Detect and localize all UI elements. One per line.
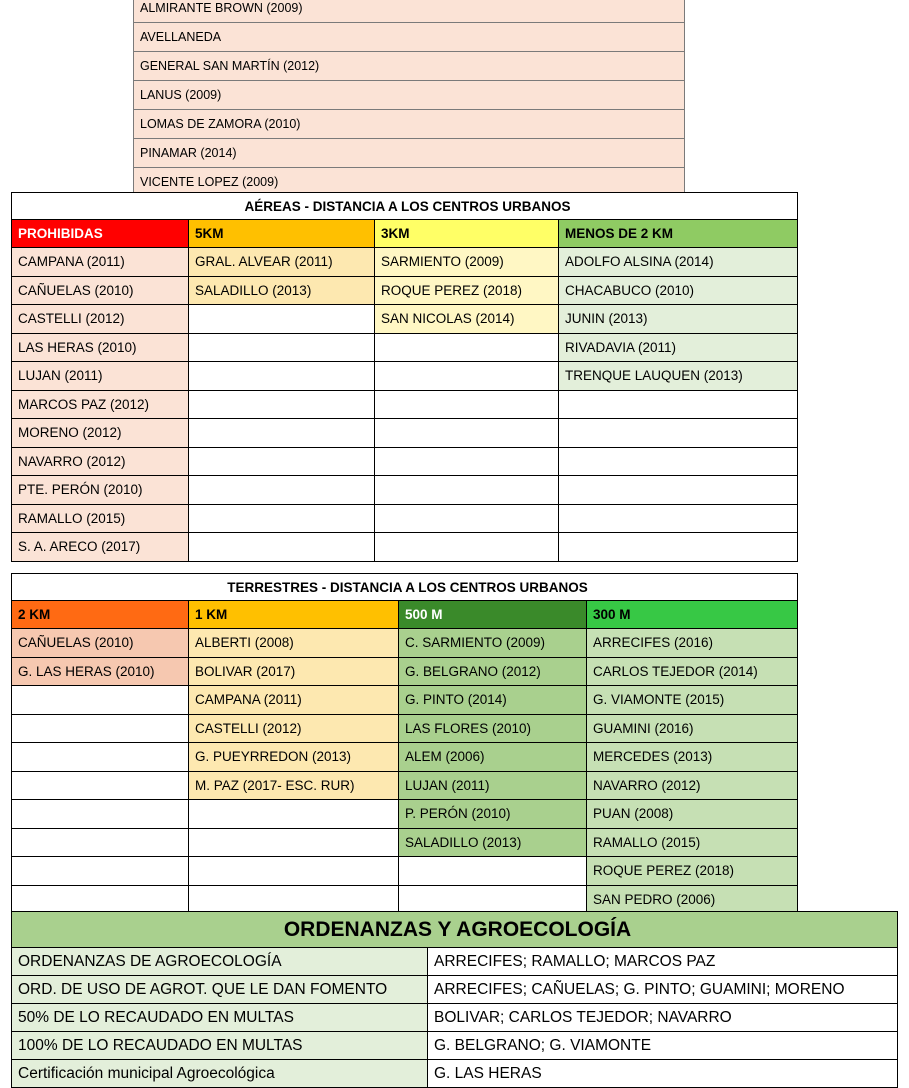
terrestres-cell: ROQUE PEREZ (2018) bbox=[587, 857, 798, 886]
terrestres-cell bbox=[189, 828, 399, 857]
top-list-item: ALMIRANTE BROWN (2009) bbox=[134, 0, 685, 23]
terrestres-cell: G. PUEYRREDON (2013) bbox=[189, 743, 399, 772]
aereas-column-header: 3KM bbox=[375, 220, 559, 248]
terrestres-table bbox=[11, 573, 798, 914]
top-list-row bbox=[134, 0, 685, 23]
table-row bbox=[12, 476, 798, 505]
terrestres-cell bbox=[189, 800, 399, 829]
aereas-cell bbox=[375, 333, 559, 362]
terrestres-cell bbox=[12, 714, 189, 743]
aereas-cell bbox=[375, 533, 559, 562]
terrestres-cell: LAS FLORES (2010) bbox=[399, 714, 587, 743]
agro-label: 100% DE LO RECAUDADO EN MULTAS bbox=[12, 1032, 428, 1060]
top-list-table bbox=[133, 0, 685, 197]
aereas-cell bbox=[189, 476, 375, 505]
aereas-cell: S. A. ARECO (2017) bbox=[12, 533, 189, 562]
distance-table bbox=[11, 192, 798, 562]
aereas-cell: CASTELLI (2012) bbox=[12, 305, 189, 334]
aereas-cell bbox=[559, 390, 798, 419]
terrestres-cell: CASTELLI (2012) bbox=[189, 714, 399, 743]
aereas-cell: TRENQUE LAUQUEN (2013) bbox=[559, 362, 798, 391]
aereas-cell: PTE. PERÓN (2010) bbox=[12, 476, 189, 505]
terrestres-column-header: 500 M bbox=[399, 601, 587, 629]
terrestres-title-row bbox=[12, 574, 798, 601]
aereas-cell bbox=[559, 419, 798, 448]
table-row bbox=[12, 771, 798, 800]
table-row bbox=[12, 657, 798, 686]
terrestres-cell: LUJAN (2011) bbox=[399, 771, 587, 800]
aereas-cell: CAMPANA (2011) bbox=[12, 248, 189, 277]
terrestres-cell: CAÑUELAS (2010) bbox=[12, 629, 189, 658]
agro-label: ORDENANZAS DE AGROECOLOGÍA bbox=[12, 948, 428, 976]
terrestres-column-header: 1 KM bbox=[189, 601, 399, 629]
table-row bbox=[12, 629, 798, 658]
terrestres-cell: G. PINTO (2014) bbox=[399, 686, 587, 715]
table-row bbox=[12, 714, 798, 743]
terrestres-cell: G. LAS HERAS (2010) bbox=[12, 657, 189, 686]
terrestres-column-header: 300 M bbox=[587, 601, 798, 629]
top-list-row bbox=[134, 139, 685, 168]
table-row bbox=[12, 1060, 898, 1088]
table-row bbox=[12, 885, 798, 914]
table-row bbox=[12, 857, 798, 886]
agro-value: G. BELGRANO; G. VIAMONTE bbox=[428, 1032, 898, 1060]
terrestres-cell: BOLIVAR (2017) bbox=[189, 657, 399, 686]
aereas-column-header: 5KM bbox=[189, 220, 375, 248]
table-row bbox=[12, 976, 898, 1004]
aereas-cell bbox=[559, 533, 798, 562]
agro-block bbox=[11, 911, 898, 1088]
terrestres-cell: P. PERÓN (2010) bbox=[399, 800, 587, 829]
aereas-column-header: MENOS DE 2 KM bbox=[559, 220, 798, 248]
aereas-cell bbox=[189, 390, 375, 419]
top-list-item: VICENTE LOPEZ (2009) bbox=[134, 168, 685, 197]
table-row bbox=[12, 362, 798, 391]
agro-label: 50% DE LO RECAUDADO EN MULTAS bbox=[12, 1004, 428, 1032]
terrestres-cell: G. VIAMONTE (2015) bbox=[587, 686, 798, 715]
terrestres-cell bbox=[12, 885, 189, 914]
terrestres-cell bbox=[189, 885, 399, 914]
table-row bbox=[12, 447, 798, 476]
terrestres-cell bbox=[189, 857, 399, 886]
top-list-item: AVELLANEDA bbox=[134, 23, 685, 52]
top-list-item: LOMAS DE ZAMORA (2010) bbox=[134, 110, 685, 139]
aereas-cell: RIVADAVIA (2011) bbox=[559, 333, 798, 362]
aereas-cell: JUNIN (2013) bbox=[559, 305, 798, 334]
table-row bbox=[12, 333, 798, 362]
terrestres-cell: MERCEDES (2013) bbox=[587, 743, 798, 772]
terrestres-cell bbox=[12, 857, 189, 886]
agro-label: Certificación municipal Agroecológica bbox=[12, 1060, 428, 1088]
table-row bbox=[12, 1032, 898, 1060]
aereas-cell bbox=[375, 390, 559, 419]
top-list-row bbox=[134, 110, 685, 139]
aereas-column-header: PROHIBIDAS bbox=[12, 220, 189, 248]
aereas-cell bbox=[559, 504, 798, 533]
table-row bbox=[12, 248, 798, 277]
terrestres-cell bbox=[12, 771, 189, 800]
aereas-cell: ADOLFO ALSINA (2014) bbox=[559, 248, 798, 277]
aereas-cell: NAVARRO (2012) bbox=[12, 447, 189, 476]
table-row bbox=[12, 533, 798, 562]
aereas-cell bbox=[559, 476, 798, 505]
aereas-cell bbox=[189, 504, 375, 533]
aereas-cell bbox=[189, 362, 375, 391]
table-row bbox=[12, 276, 798, 305]
terrestres-cell bbox=[399, 857, 587, 886]
distance-tables-block bbox=[11, 192, 798, 562]
agro-table bbox=[11, 911, 898, 1088]
aereas-cell: LUJAN (2011) bbox=[12, 362, 189, 391]
top-list-item: GENERAL SAN MARTÍN (2012) bbox=[134, 52, 685, 81]
terrestres-block bbox=[11, 573, 798, 914]
agro-value: ARRECIFES; RAMALLO; MARCOS PAZ bbox=[428, 948, 898, 976]
aereas-cell: CHACABUCO (2010) bbox=[559, 276, 798, 305]
terrestres-cell: ARRECIFES (2016) bbox=[587, 629, 798, 658]
aereas-cell bbox=[375, 419, 559, 448]
terrestres-cell bbox=[399, 885, 587, 914]
terrestres-cell: ALEM (2006) bbox=[399, 743, 587, 772]
agro-title: ORDENANZAS Y AGROECOLOGÍA bbox=[12, 912, 898, 948]
aereas-cell: MARCOS PAZ (2012) bbox=[12, 390, 189, 419]
terrestres-cell: M. PAZ (2017- ESC. RUR) bbox=[189, 771, 399, 800]
aereas-cell: SAN NICOLAS (2014) bbox=[375, 305, 559, 334]
terrestres-cell bbox=[12, 686, 189, 715]
terrestres-cell: GUAMINI (2016) bbox=[587, 714, 798, 743]
table-row bbox=[12, 828, 798, 857]
terrestres-cell: C. SARMIENTO (2009) bbox=[399, 629, 587, 658]
table-row bbox=[12, 800, 798, 829]
aereas-title: AÉREAS - DISTANCIA A LOS CENTROS URBANOS bbox=[12, 193, 798, 220]
aereas-cell: CAÑUELAS (2010) bbox=[12, 276, 189, 305]
terrestres-cell: RAMALLO (2015) bbox=[587, 828, 798, 857]
top-list-item: PINAMAR (2014) bbox=[134, 139, 685, 168]
aereas-cell bbox=[375, 476, 559, 505]
aereas-cell bbox=[375, 362, 559, 391]
aereas-title-row bbox=[12, 193, 798, 220]
table-row bbox=[12, 948, 898, 976]
aereas-cell: SALADILLO (2013) bbox=[189, 276, 375, 305]
table-row bbox=[12, 390, 798, 419]
top-list-block bbox=[133, 0, 685, 197]
table-row bbox=[12, 1004, 898, 1032]
table-row bbox=[12, 419, 798, 448]
terrestres-cell: ALBERTI (2008) bbox=[189, 629, 399, 658]
table-row bbox=[12, 743, 798, 772]
agro-value: G. LAS HERAS bbox=[428, 1060, 898, 1088]
aereas-cell: MORENO (2012) bbox=[12, 419, 189, 448]
aereas-cell: RAMALLO (2015) bbox=[12, 504, 189, 533]
terrestres-cell: NAVARRO (2012) bbox=[587, 771, 798, 800]
aereas-cell bbox=[189, 533, 375, 562]
terrestres-cell bbox=[12, 828, 189, 857]
terrestres-cell: PUAN (2008) bbox=[587, 800, 798, 829]
terrestres-cell bbox=[12, 743, 189, 772]
terrestres-column-header: 2 KM bbox=[12, 601, 189, 629]
aereas-cell: GRAL. ALVEAR (2011) bbox=[189, 248, 375, 277]
agro-value: BOLIVAR; CARLOS TEJEDOR; NAVARRO bbox=[428, 1004, 898, 1032]
terrestres-cell: SAN PEDRO (2006) bbox=[587, 885, 798, 914]
aereas-cell bbox=[375, 447, 559, 476]
top-list-row bbox=[134, 23, 685, 52]
terrestres-cell: CARLOS TEJEDOR (2014) bbox=[587, 657, 798, 686]
top-list-row bbox=[134, 81, 685, 110]
aereas-cell bbox=[559, 447, 798, 476]
terrestres-cell: SALADILLO (2013) bbox=[399, 828, 587, 857]
aereas-cell: ROQUE PEREZ (2018) bbox=[375, 276, 559, 305]
terrestres-header-row bbox=[12, 601, 798, 629]
aereas-cell bbox=[189, 419, 375, 448]
aereas-cell bbox=[189, 447, 375, 476]
table-row bbox=[12, 686, 798, 715]
terrestres-cell bbox=[12, 800, 189, 829]
aereas-cell bbox=[375, 504, 559, 533]
top-list-row bbox=[134, 52, 685, 81]
agro-value: ARRECIFES; CAÑUELAS; G. PINTO; GUAMINI; MORENO bbox=[428, 976, 898, 1004]
aereas-header-row bbox=[12, 220, 798, 248]
top-list-item: LANUS (2009) bbox=[134, 81, 685, 110]
agro-title-row bbox=[12, 912, 898, 948]
aereas-cell bbox=[189, 305, 375, 334]
terrestres-title: TERRESTRES - DISTANCIA A LOS CENTROS URBANOS bbox=[12, 574, 798, 601]
agro-label: ORD. DE USO DE AGROT. QUE LE DAN FOMENTO bbox=[12, 976, 428, 1004]
aereas-cell: LAS HERAS (2010) bbox=[12, 333, 189, 362]
aereas-cell bbox=[189, 333, 375, 362]
terrestres-cell: G. BELGRANO (2012) bbox=[399, 657, 587, 686]
table-row bbox=[12, 305, 798, 334]
table-row bbox=[12, 504, 798, 533]
terrestres-cell: CAMPANA (2011) bbox=[189, 686, 399, 715]
aereas-cell: SARMIENTO (2009) bbox=[375, 248, 559, 277]
